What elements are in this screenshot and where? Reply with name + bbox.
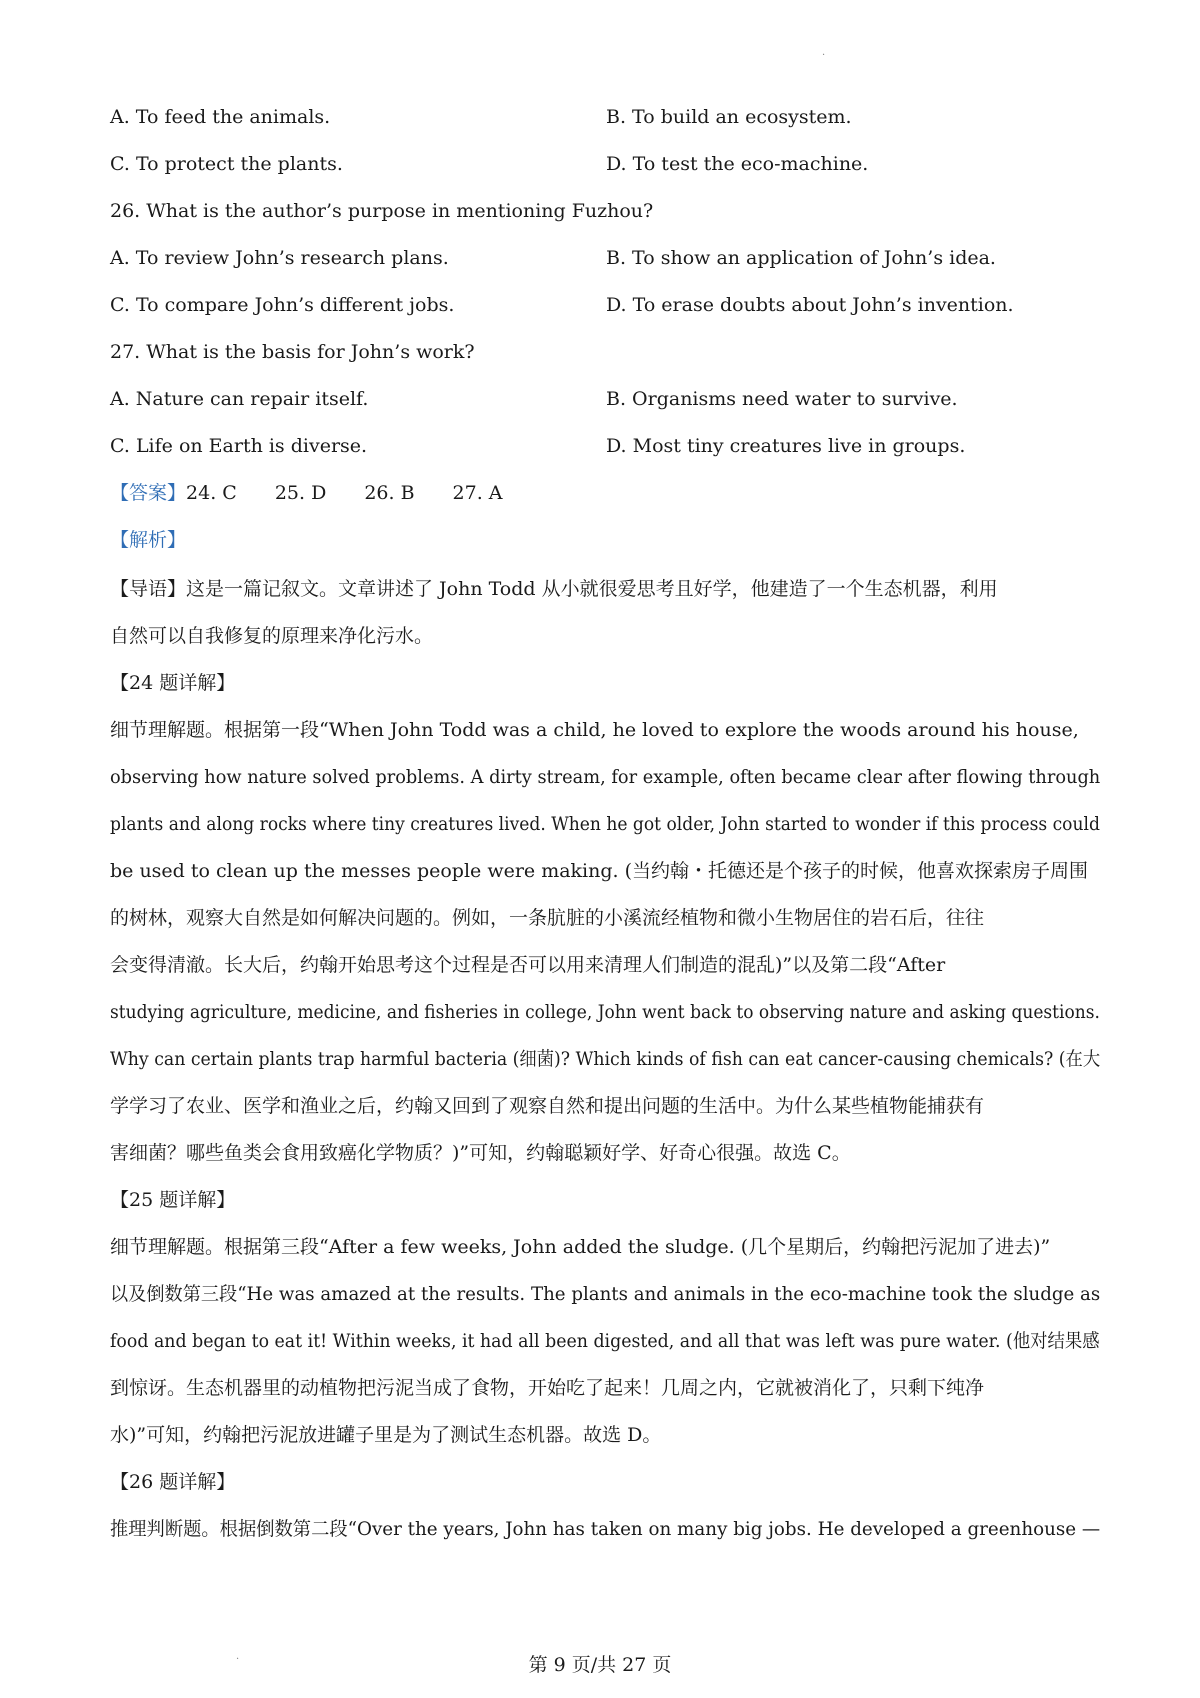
- q26-option-a: A. To review John’s research plans.: [110, 247, 449, 269]
- q27-option-row-2: [110, 434, 1100, 458]
- q24-detail-line: 会变得清澈。长大后，约翰开始思考这个过程是否可以用来清理人们制造的混乱)”以及第二段“After: [110, 954, 946, 976]
- q25-detail-line: food and began to eat it! Within weeks, it had all been digested, and all that was left was pure water. (他对结果感: [110, 1330, 1100, 1352]
- q24-detail-line: 害细菌？哪些鱼类会食用致癌化学物质？)”可知，约翰聪颖好学、好奇心很强。故选 C。: [110, 1142, 851, 1164]
- q26-option-row-1: [110, 246, 1100, 270]
- q25-detail-line: 水)”可知，约翰把污泥放进罐子里是为了测试生态机器。故选 D。: [110, 1424, 662, 1446]
- q24-detail-line: be used to clean up the messes people were making. (当约翰・托德还是个孩子的时候，他喜欢探索房子周围: [110, 860, 1089, 882]
- q26-option-d: D. To erase doubts about John’s invention.: [606, 294, 1014, 316]
- q27-option-row-1: [110, 387, 1100, 411]
- q24-detail-line: 的树林，观察大自然是如何解决问题的。例如，一条肮脏的小溪流经植物和微小生物居住的岩石后，往往: [110, 907, 985, 929]
- q25-option-c: C. To protect the plants.: [110, 153, 343, 175]
- q24-detail-line: studying agriculture, medicine, and fisheries in college, John went back to observing nature and asking questions.: [110, 1001, 1100, 1023]
- answer-26: 26. B: [364, 482, 415, 504]
- q26-detail-line: 推理判断题。根据倒数第二段“Over the years, John has taken on many big jobs. He developed a greenhouse —: [110, 1518, 1101, 1540]
- q25-option-a: A. To feed the animals.: [110, 106, 331, 128]
- q24-detail-line: observing how nature solved problems. A dirty stream, for example, often became clear after flowing through: [110, 766, 1101, 788]
- answer-27: 27. A: [452, 482, 503, 504]
- q27-option-c: C. Life on Earth is diverse.: [110, 435, 368, 457]
- q25-option-row-1: [110, 105, 1100, 129]
- answer-label: 【答案】: [110, 482, 187, 504]
- q25-detail-line: 细节理解题。根据第三段“After a few weeks, John added the sludge. (几个星期后，约翰把污泥加了进去)”: [110, 1236, 1051, 1258]
- q27-option-b: B. Organisms need water to survive.: [606, 388, 958, 410]
- q24-detail-line: 学学习了农业、医学和渔业之后，约翰又回到了观察自然和提出问题的生活中。为什么某些植物能捕获有: [110, 1095, 985, 1117]
- q26-stem: 26. What is the author’s purpose in mentioning Fuzhou?: [110, 200, 654, 222]
- q25-detail-line: 以及倒数第三段“He was amazed at the results. The plants and animals in the eco-machine took the sludge as: [110, 1283, 1101, 1305]
- q25-option-b: B. To build an ecosystem.: [606, 106, 852, 128]
- intro-line: 【导语】这是一篇记叙文。文章讲述了 John Todd 从小就很爱思考且好学，他建造了一个生态机器，利用: [110, 578, 998, 600]
- q24-detail-line: 细节理解题。根据第一段“When John Todd was a child, he loved to explore the woods around his house,: [110, 719, 1079, 741]
- q26-option-c: C. To compare John’s different jobs.: [110, 294, 455, 316]
- page-footer: 第 9 页/共 27 页: [528, 1654, 672, 1676]
- q25-option-d: D. To test the eco-machine.: [606, 153, 869, 175]
- answer-24: 24. C: [186, 482, 237, 504]
- q25-option-row-2: [110, 152, 1100, 176]
- q26-option-row-2: [110, 293, 1100, 317]
- q27-option-d: D. Most tiny creatures live in groups.: [606, 435, 966, 457]
- scan-speck-top: ·: [822, 50, 826, 61]
- q24-detail-line: plants and along rocks where tiny creatures lived. When he got older, John started to wonder if this process could: [110, 813, 1100, 835]
- q27-stem: 27. What is the basis for John’s work?: [110, 341, 475, 363]
- q24-detail-line: Why can certain plants trap harmful bacteria (细菌)? Which kinds of fish can eat cancer-causing chemicals? (在大: [110, 1048, 1101, 1070]
- scan-speck-bottom: ·: [236, 1654, 240, 1665]
- q24-detail-heading: 【24 题详解】: [110, 672, 236, 694]
- answer-line: [110, 481, 1100, 505]
- q27-option-a: A. Nature can repair itself.: [110, 388, 369, 410]
- q25-detail-heading: 【25 题详解】: [110, 1189, 236, 1211]
- analysis-label: 【解析】: [110, 529, 187, 551]
- q25-detail-line: 到惊讶。生态机器里的动植物把污泥当成了食物，开始吃了起来！几周之内，它就被消化了，只剩下纯净: [110, 1377, 985, 1399]
- q26-detail-heading: 【26 题详解】: [110, 1471, 236, 1493]
- q26-option-b: B. To show an application of John’s idea.: [606, 247, 996, 269]
- intro-line: 自然可以自我修复的原理来净化污水。: [110, 625, 434, 647]
- answer-25: 25. D: [274, 482, 327, 504]
